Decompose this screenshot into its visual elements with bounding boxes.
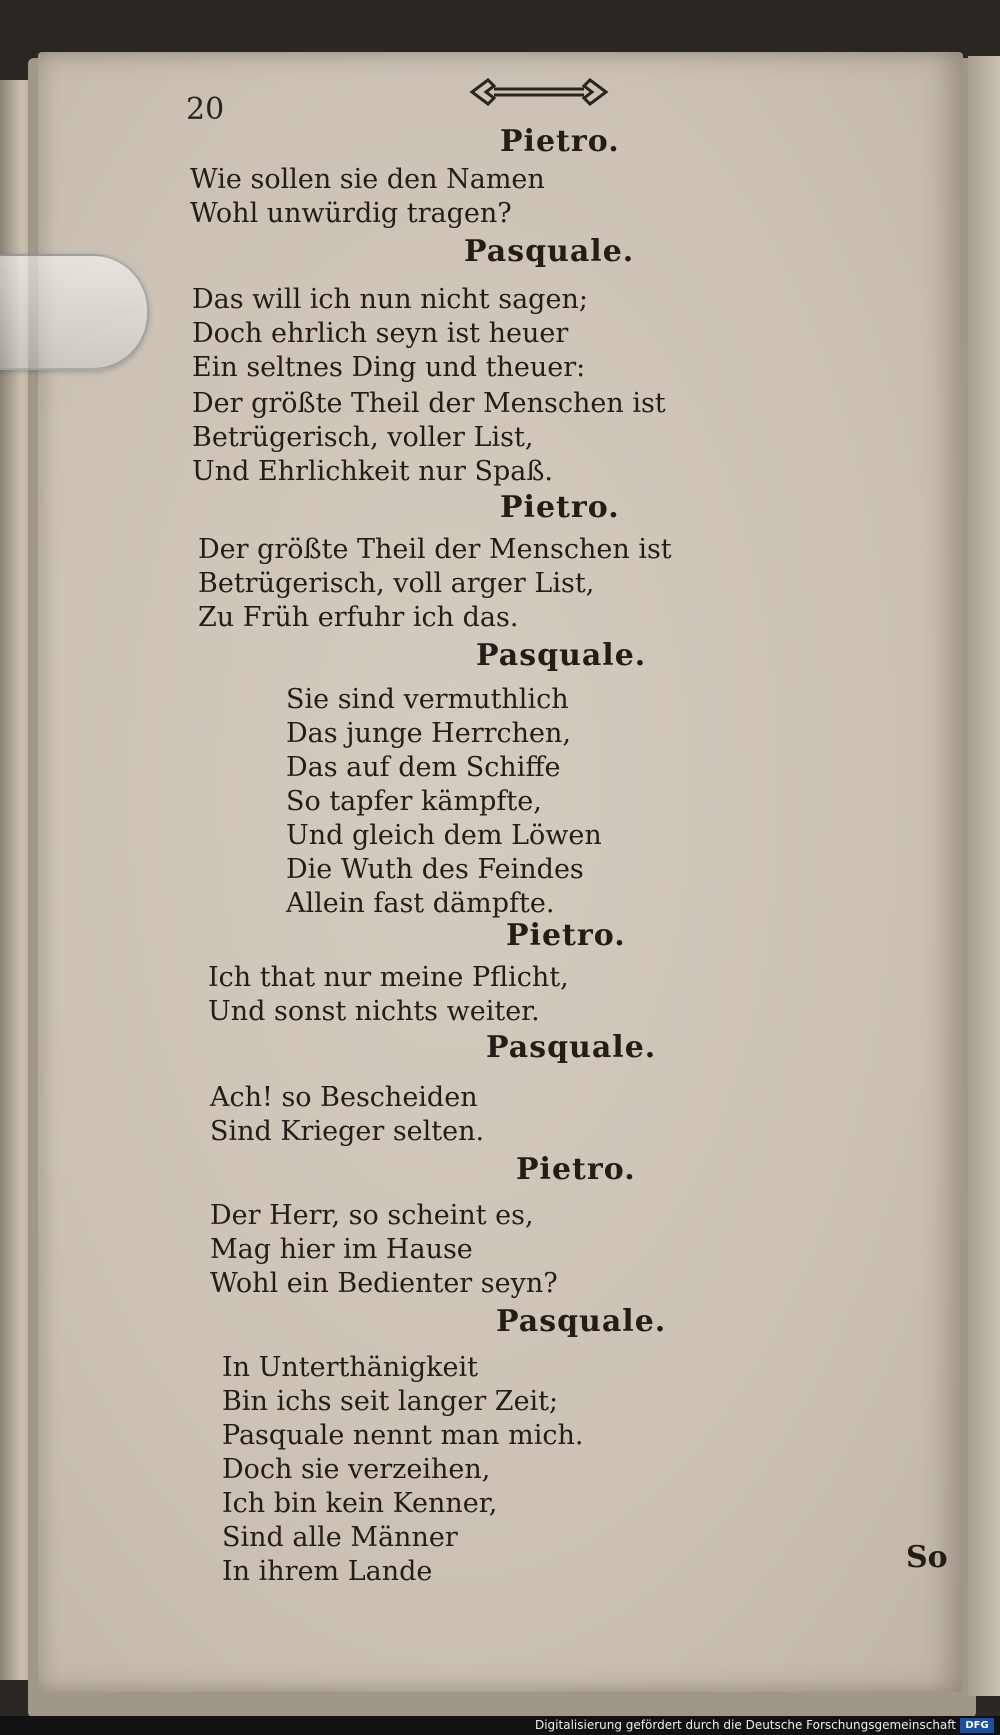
verse-line: In ihrem Lande — [222, 1556, 433, 1587]
verse-line: Sie sind vermuthlich — [286, 684, 569, 715]
verse-line: Mag hier im Hause — [210, 1234, 473, 1265]
page-number: 20 — [186, 92, 225, 127]
verse-line: Der größte Theil der Menschen ist — [192, 388, 666, 419]
verse-line: Bin ichs seit langer Zeit; — [222, 1386, 559, 1417]
speaker-name: Pasquale. — [476, 638, 647, 673]
verse-line: Das auf dem Schiffe — [286, 752, 561, 783]
speaker-name: Pietro. — [500, 490, 620, 525]
verse-line: Allein fast dämpfte. — [286, 888, 555, 919]
verse-line: Sind alle Männer — [222, 1522, 458, 1553]
speaker-name: Pietro. — [506, 918, 626, 953]
verse-line: Und Ehrlichkeit nur Spaß. — [192, 456, 553, 487]
speaker-name: Pasquale. — [486, 1030, 657, 1065]
verse-line: Und gleich dem Löwen — [286, 820, 602, 851]
verse-line: Doch sie verzeihen, — [222, 1454, 491, 1485]
speaker-name: Pasquale. — [464, 234, 635, 269]
verse-line: Wie sollen sie den Namen — [190, 164, 545, 195]
verse-line: Und sonst nichts weiter. — [208, 996, 540, 1027]
verse-line: Betrügerisch, voll arger List, — [198, 568, 595, 599]
verse-line: Pasquale nennt man mich. — [222, 1420, 584, 1451]
verse-line: Betrügerisch, voller List, — [192, 422, 534, 453]
speaker-name: Pietro. — [500, 124, 620, 159]
verse-line: Die Wuth des Feindes — [286, 854, 584, 885]
verse-line: Wohl unwürdig tragen? — [190, 198, 512, 229]
verse-line: Zu Früh erfuhr ich das. — [198, 602, 519, 633]
verse-line: Sind Krieger selten. — [210, 1116, 485, 1147]
verse-line: Das will ich nun nicht sagen; — [192, 284, 588, 315]
verse-line: So tapfer kämpfte, — [286, 786, 542, 817]
verse-line: In Unterthänigkeit — [222, 1352, 478, 1383]
verse-line: Der größte Theil der Menschen ist — [198, 534, 672, 565]
verse-line: Ein seltnes Ding und theuer: — [192, 352, 586, 383]
verse-line: Doch ehrlich seyn ist heuer — [192, 318, 569, 349]
dfg-logo: DFG — [960, 1718, 994, 1733]
speaker-name: Pietro. — [516, 1152, 636, 1187]
catchword: So — [906, 1540, 948, 1575]
footer-bar — [0, 1716, 1000, 1735]
verse-line: Der Herr, so scheint es, — [210, 1200, 534, 1231]
verse-line: Wohl ein Bedienter seyn? — [210, 1268, 558, 1299]
speaker-name: Pasquale. — [496, 1304, 667, 1339]
verse-line: Das junge Herrchen, — [286, 718, 571, 749]
funding-notice: Digitalisierung gefördert durch die Deutsche Forschungsgemeinschaft — [534, 1718, 956, 1732]
verse-line: Ach! so Bescheiden — [210, 1082, 478, 1113]
verse-line: Ich that nur meine Pflicht, — [208, 962, 569, 993]
verse-line: Ich bin kein Kenner, — [222, 1488, 498, 1519]
